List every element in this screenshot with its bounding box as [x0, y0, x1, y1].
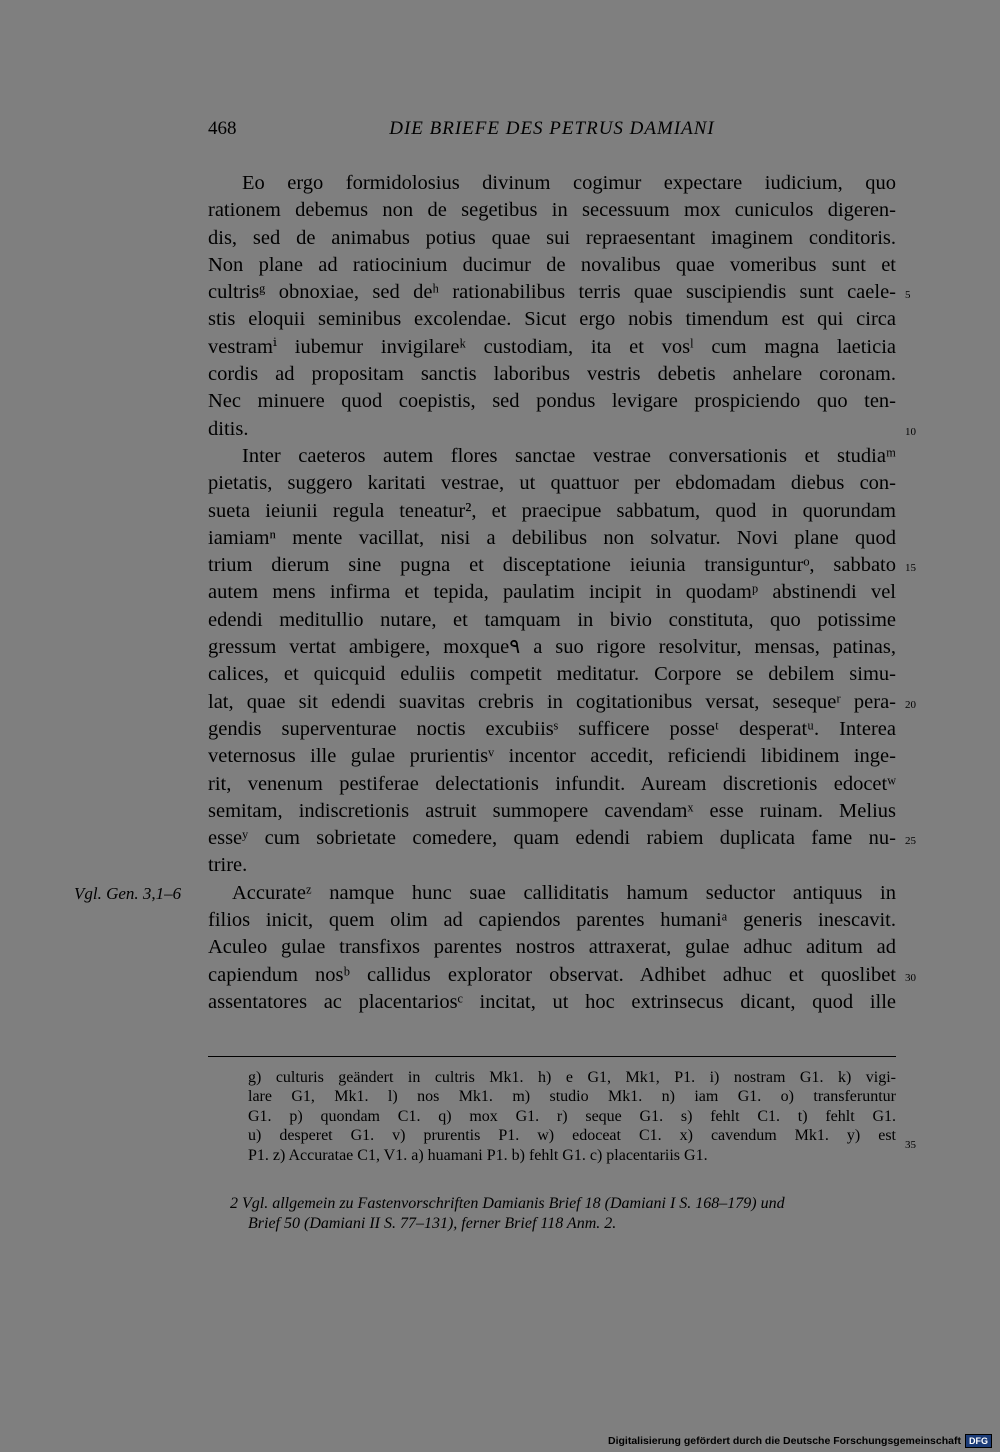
text-line: edendi meditullio nutare, et tamquam in bivio constituta, quo potissime [208, 608, 896, 631]
text-line: rationem debemus non de segetibus in secessuum mox cuniculos digeren- [208, 199, 896, 222]
text-line: assentatores ac placentariosᶜ incitat, ut hoc extrinsecus dicant, quod ille [208, 990, 896, 1013]
line-number: 30 [905, 972, 916, 984]
text-line: trire. [208, 854, 248, 877]
text-line: trium dierum sine pugna et disceptatione ieiunia transigunturᵒ, sabbato [208, 554, 896, 577]
text-line: sueta ieiunii regula teneatur², et praecipue sabbatum, quod in quorundam [208, 499, 896, 522]
text-line: esseʸ cum sobrietate comedere, quam edendi rabiem duplicata fame nu- [208, 827, 896, 850]
margin-reference: Vgl. Gen. 3,1–6 [74, 884, 182, 903]
text-line: veternosus ille gulae prurientisᵛ incentor accedit, reficiendi libidinem inge- [208, 745, 896, 768]
commentary-line: Brief 50 (Damiani II S. 77–131), ferner Brief 118 Anm. 2. [248, 1215, 617, 1232]
text-line: vestramⁱ iubemur invigilareᵏ custodiam, ita et vosˡ cum magna laeticia [208, 335, 896, 358]
text-line: Inter caeteros autem flores sanctae vestrae conversationis et studiaᵐ [242, 444, 896, 467]
text-line: Eo ergo formidolosius divinum cogimur expectare iudicium, quo [242, 172, 896, 194]
page-number: 468 [208, 118, 237, 139]
text-line: Accurateᶻ namque hunc suae calliditatis hamum seductor antiquus in [232, 881, 896, 904]
text-line: stis eloquii seminibus excolendae. Sicut ergo nobis timendum est qui circa [208, 308, 896, 331]
text-line: ditis. [208, 417, 249, 440]
funding-text: Digitalisierung gefördert durch die Deutsche Forschungsgemeinschaft [608, 1435, 961, 1447]
text-line: autem mens infirma et tepida, paulatim incipit in quodamᵖ abstinendi vel [208, 581, 896, 604]
page-header [208, 118, 896, 146]
commentary-line: 2 Vgl. allgemein zu Fastenvorschriften Damianis Brief 18 (Damiani I S. 168–179) und [230, 1195, 785, 1212]
text-line: gendis superventurae noctis excubiisˢ sufficere posseᵗ desperatᵘ. Interea [208, 717, 896, 740]
apparatus-line: u) desperet G1. v) prurentis P1. w) edoceat C1. x) cavendum Mk1. y) est [248, 1127, 896, 1145]
apparatus-line: g) culturis geändert in cultris Mk1. h) e G1, Mk1, P1. i) nostram G1. k) vigi- [248, 1069, 896, 1086]
text-line: capiendum nosᵇ callidus explorator observat. Adhibet adhuc et quoslibet [208, 963, 896, 986]
text-line: rit, venenum pestiferae delectationis infundit. Auream discretionis edocetʷ [208, 772, 896, 795]
text-line: lat, quae sit edendi suavitas crebris in cogitationibus versat, sesequeʳ pera- [208, 690, 896, 713]
line-number: 10 [905, 426, 916, 438]
commentary-note [230, 1194, 896, 1234]
line-number: 15 [905, 562, 916, 574]
line-number: 35 [905, 1139, 916, 1151]
text-line: gressum vertat ambigere, moxque۹ a suo rigore resolvitur, mensas, patinas, [208, 636, 896, 659]
text-line: iamiamⁿ mente vacillat, nisi a debilibus non solvatur. Novi plane quod [208, 526, 896, 549]
text-line: calices, et quicquid eduliis competit meditatur. Corpore se debilem simu- [208, 663, 896, 686]
main-text [208, 170, 896, 1016]
running-title: DIE BRIEFE DES PETRUS DAMIANI [389, 118, 715, 139]
line-number: 20 [905, 699, 916, 711]
line-number: 5 [905, 289, 911, 301]
text-line: filios inicit, quem olim ad capiendos parentes humaniᵃ generis inescavit. [208, 909, 896, 932]
text-line: Aculeo gulae transfixos parentes nostros attraxerat, gulae adhuc aditum ad [208, 936, 896, 959]
apparatus-line: G1. p) quondam C1. q) mox G1. r) seque G1. s) fehlt C1. t) fehlt G1. [248, 1107, 896, 1125]
text-line: Non plane ad ratiocinium ducimur de novalibus quae vomeribus sunt et [208, 253, 896, 276]
apparatus-line: P1. z) Accuratae C1, V1. a) huamani P1. b) fehlt G1. c) placentariis G1. [248, 1146, 708, 1164]
funding-footer [608, 1433, 992, 1449]
text-line: cultrisᵍ obnoxiae, sed deʰ rationabilibus terris quae suscipiendis sunt caele- [208, 281, 896, 304]
dfg-logo-icon[interactable]: DFG [965, 1434, 992, 1448]
text-line: pietatis, suggero karitati vestrae, ut quattuor per ebdomadam diebus con- [208, 472, 896, 495]
apparatus-line: lare G1, Mk1. l) nos Mk1. m) studio Mk1. n) iam G1. o) transferuntur [248, 1088, 896, 1106]
text-line: Nec minuere quod coepistis, sed pondus levigare prospiciendo quo ten- [208, 390, 896, 413]
footnote-divider [208, 1056, 896, 1057]
critical-apparatus [248, 1068, 896, 1165]
text-line: dis, sed de animabus potius quae sui repraesentant imaginem conditoris. [208, 226, 896, 249]
text-line: cordis ad propositam sanctis laboribus vestris debetis anhelare coronam. [208, 363, 896, 386]
text-line: semitam, indiscretionis astruit summopere cavendamˣ esse ruinam. Melius [208, 799, 896, 822]
line-number: 25 [905, 835, 916, 847]
